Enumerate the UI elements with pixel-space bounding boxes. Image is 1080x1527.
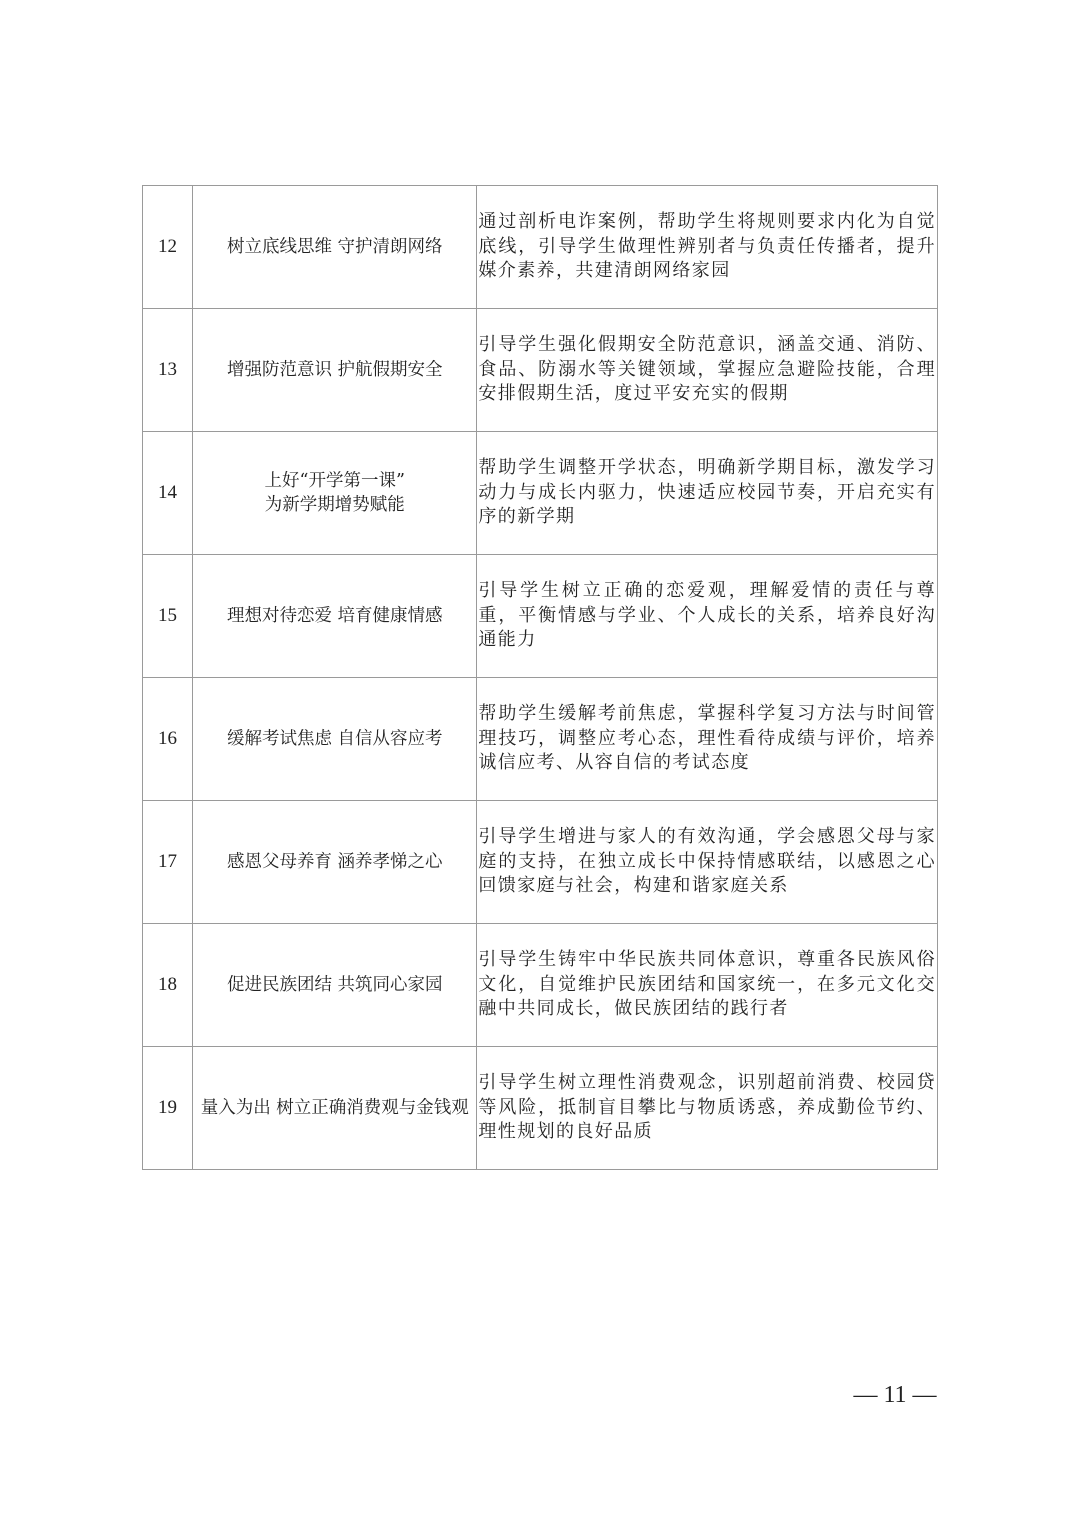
topic-line: 增强防范意识 护航假期安全 <box>226 360 443 380</box>
topic-line: 量入为出 树立正确消费观与金钱观 <box>200 1098 469 1118</box>
row-topic <box>193 555 477 678</box>
row-topic <box>193 432 477 555</box>
table-row <box>143 555 938 678</box>
topic-line: 上好“开学第一课” <box>264 471 405 491</box>
row-topic <box>193 801 477 924</box>
row-number: 18 <box>143 924 193 1047</box>
table-row <box>143 309 938 432</box>
row-number: 19 <box>143 1047 193 1170</box>
table-row <box>143 1047 938 1170</box>
topic-line: 缓解考试焦虑 自信从容应考 <box>226 729 443 749</box>
table-row <box>143 924 938 1047</box>
row-description: 通过剖析电诈案例，帮助学生将规则要求内化为自觉底线，引导学生做理性辨别者与负责任传播者，提升媒介素养，共建清朗网络家园 <box>477 186 938 309</box>
row-description: 帮助学生调整开学状态，明确新学期目标，激发学习动力与成长内驱力，快速适应校园节奏，开启充实有序的新学期 <box>477 432 938 555</box>
row-number: 13 <box>143 309 193 432</box>
theme-class-meeting-table <box>142 185 938 1170</box>
row-description: 引导学生树立理性消费观念，识别超前消费、校园贷等风险，抵制盲目攀比与物质诱惑，养成勤俭节约、理性规划的良好品质 <box>477 1047 938 1170</box>
row-description: 引导学生铸牢中华民族共同体意识，尊重各民族风俗文化，自觉维护民族团结和国家统一，在多元文化交融中共同成长，做民族团结的践行者 <box>477 924 938 1047</box>
row-number: 14 <box>143 432 193 555</box>
table-row <box>143 678 938 801</box>
table-row <box>143 801 938 924</box>
row-description: 引导学生强化假期安全防范意识，涵盖交通、消防、食品、防溺水等关键领域，掌握应急避险技能，合理安排假期生活，度过平安充实的假期 <box>477 309 938 432</box>
topic-line: 为新学期增势赋能 <box>264 495 405 515</box>
page-number: — 11 — <box>853 1382 937 1408</box>
topic-line: 树立底线思维 守护清朗网络 <box>226 237 443 257</box>
topic-line: 促进民族团结 共筑同心家园 <box>226 975 443 995</box>
table-row <box>143 432 938 555</box>
row-number: 15 <box>143 555 193 678</box>
table-row <box>143 186 938 309</box>
topic-line: 感恩父母养育 涵养孝悌之心 <box>226 852 443 872</box>
row-description: 帮助学生缓解考前焦虑，掌握科学复习方法与时间管理技巧，调整应考心态，理性看待成绩与评价，培养诚信应考、从容自信的考试态度 <box>477 678 938 801</box>
row-number: 12 <box>143 186 193 309</box>
row-number: 16 <box>143 678 193 801</box>
row-number: 17 <box>143 801 193 924</box>
topic-line: 理想对待恋爱 培育健康情感 <box>226 606 443 626</box>
row-topic <box>193 1047 477 1170</box>
row-description: 引导学生树立正确的恋爱观，理解爱情的责任与尊重，平衡情感与学业、个人成长的关系，培养良好沟通能力 <box>477 555 938 678</box>
row-topic <box>193 924 477 1047</box>
row-topic <box>193 678 477 801</box>
row-description: 引导学生增进与家人的有效沟通，学会感恩父母与家庭的支持，在独立成长中保持情感联结，以感恩之心回馈家庭与社会，构建和谐家庭关系 <box>477 801 938 924</box>
row-topic <box>193 309 477 432</box>
row-topic <box>193 186 477 309</box>
